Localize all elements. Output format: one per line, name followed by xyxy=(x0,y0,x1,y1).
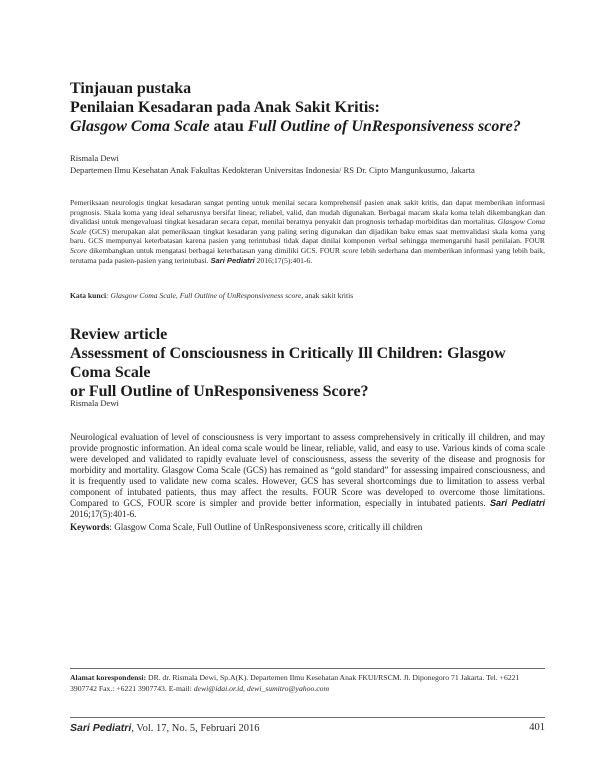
page-number: 401 xyxy=(529,722,545,733)
id-abstract-gcs: Glasgow Coma Scale xyxy=(70,217,546,236)
correspondence-rule xyxy=(70,668,545,669)
id-title-four: Full Outline of UnResponsiveness score? xyxy=(247,118,521,135)
footer-citation-text: , Vol. 17, No. 5, Februari 2016 xyxy=(131,723,260,734)
id-title-line1: Penilaian Kesadaran pada Anak Sakit Kritis: xyxy=(70,99,380,116)
en-author: Rismala Dewi xyxy=(70,398,119,408)
correspondence-text: DR. dr. Rismala Dewi, Sp.A(K). Departemen Ilmu Kesehatan Anak FKUI/RSCM. Jl. Diponegoro 71 Jakarta. Tel. +6221 3907742 Fax.: +6221 3907743. E-mail: xyxy=(70,673,520,693)
id-title-gcs: Glasgow Coma Scale xyxy=(70,118,210,135)
id-keywords xyxy=(70,291,545,301)
footer-rule xyxy=(70,717,545,718)
correspondence-label: Alamat korespondensi: xyxy=(70,673,147,682)
id-author: Rismala Dewi xyxy=(70,153,119,163)
id-abstract-p1: Pemeriksaan neurologis tingkat kesadaran sangat penting untuk menilai secara komprehensif pasien anak sakit kritis, dan dapat memberikan informasi prognosis. Skala koma yang ideal seharusnya bersifat linear, reliabel, valid, dan mudah digunakan. Berbagai macam skala koma telah dikembangkan dan divalidasi untuk mengevaluasi tingkat kesadaran secara cepat, menilai beratnya penyakit dan prognosis terhadap morbiditas dan mortalitas. xyxy=(70,198,545,227)
en-abstract xyxy=(70,432,545,520)
en-article-type: Review article xyxy=(70,326,168,343)
id-abstract-cite: 2016;17(5):401-6. xyxy=(254,255,313,265)
en-title-line2: or Full Outline of UnResponsiveness Score? xyxy=(70,383,369,400)
id-section xyxy=(70,79,550,136)
en-abstract-brand: Sari Pediatri xyxy=(489,498,545,508)
en-abstract-cite: 2016;17(5):401-6. xyxy=(70,509,137,519)
en-keywords xyxy=(70,522,545,533)
footer-brand: Sari Pediatri xyxy=(70,722,132,734)
id-article-type: Tinjauan pustaka xyxy=(70,80,192,97)
id-abstract-brand: Sari Pediatri xyxy=(210,255,255,265)
en-keywords-text: : Glasgow Coma Scale, Full Outline of UnResponsiveness score, critically ill children xyxy=(109,522,423,532)
correspondence xyxy=(70,673,540,694)
id-title-line2 xyxy=(70,117,550,136)
en-abstract-text: Neurological evaluation of level of consciousness is very important to assess comprehensively in critically ill children, and may provide prognostic information. An ideal coma scale would be linear, reliable, valid, and easy to use. Various kinds of coma scale were developed and validated to rapidly evaluate level of consciousness, assess the severity of the disease and prognosis for morbidity and mortality. Glasgow Coma Scale (GCS) has remained as “gold standard” for assessing impaired consciousness, and it is frequently used to validate new coma scales. However, GCS has several shortcomings due to limitation to assess verbal component of intubated patients, thus may affect the results. FOUR Score was developed to overcome those limitations. Compared to GCS, FOUR score is simpler and provide better information, especially in intubated patients. xyxy=(70,432,545,508)
en-section xyxy=(70,325,550,401)
id-affiliation: Departemen Ilmu Kesehatan Anak Fakultas Kedokteran Universitas Indonesia/ RS Dr. Cipto Mangunkusumo, Jakarta xyxy=(70,165,475,175)
id-abstract-p4: lebih sederhana dan memberikan informasi yang lebih baik, terutama pada pasien-pasien yang terintubasi. xyxy=(70,245,545,265)
en-keywords-label: Keywords xyxy=(70,522,110,532)
en-title-line1: Assessment of Consciousness in Critically Ill Children: Glasgow Coma Scale xyxy=(70,345,506,381)
id-keywords-label: Kata kunci xyxy=(70,291,107,300)
footer-citation xyxy=(70,722,260,734)
id-title-mid: atau xyxy=(209,118,248,135)
id-abstract-p2: (GCS) merupakan alat pemeriksaan tingkat kesadaran yang paling sering digunakan dan dijadikan baku emas saat memvalidasi skala koma yang baru. GCS mempunyai keterbatasan karena pasien yang terintubasi tidak dapat dinilai komponen verbal sehingga memengaruhi hasil penilaian. FOUR xyxy=(70,226,545,246)
id-abstract-p3: dikembangkan untuk mengatasi berbagai keterbatasan yang dimiliki GCS. FOUR xyxy=(87,245,343,255)
correspondence-emails: dewi@idai.or.id, dewi_sumitro@yahoo.com xyxy=(193,683,330,693)
id-abstract-score2: score xyxy=(342,245,359,255)
id-abstract xyxy=(70,198,545,265)
id-abstract-score: Score xyxy=(70,245,88,255)
id-keywords-text: : Glasgow Coma Scale, Full Outline of UnResponsiveness score, xyxy=(106,291,304,300)
id-keywords-tail: anak sakit kritis xyxy=(303,291,354,300)
